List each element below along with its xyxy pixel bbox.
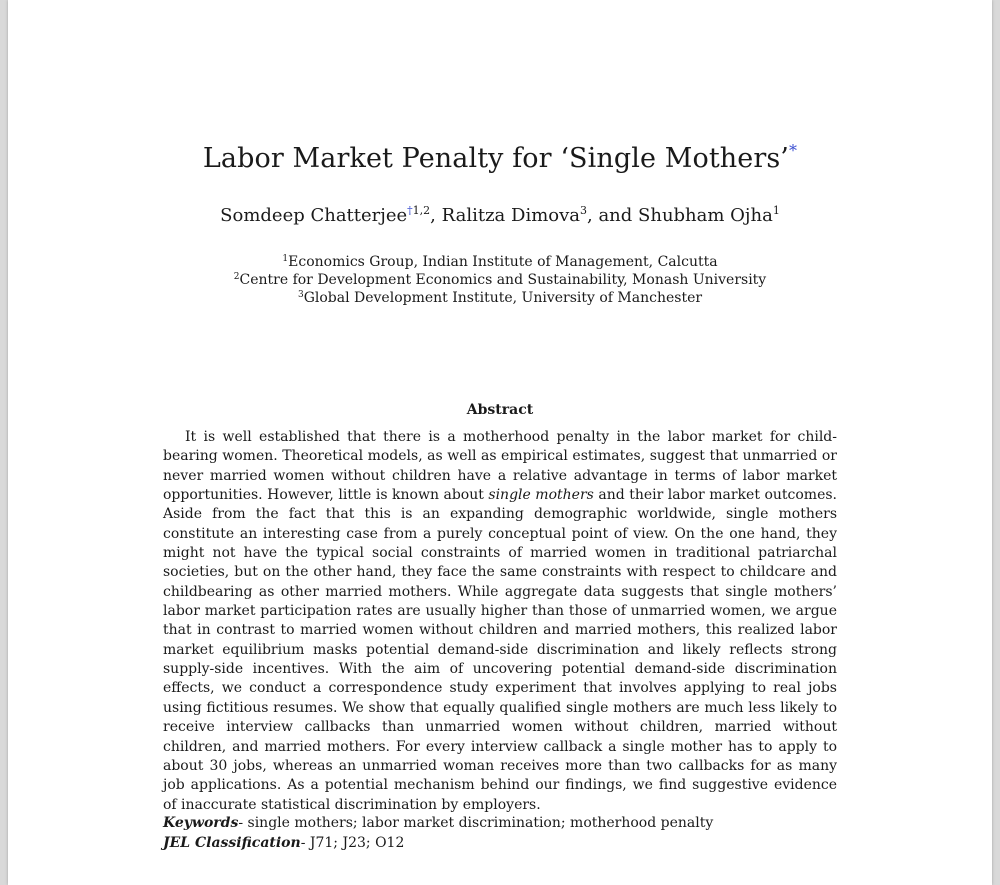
- affiliation-text: Economics Group, Indian Institute of Management, Calcutta: [288, 254, 718, 270]
- author-footnote-link[interactable]: †: [407, 204, 413, 217]
- affiliation-item: [8, 253, 992, 271]
- jel-label: JEL Classification: [163, 834, 301, 851]
- paper-title: [8, 141, 992, 174]
- abstract-text: and their labor market outcomes. Aside from the fact that this is an expanding demographic worldwide, single mothers constitute an interesting case from a purely conceptual point of view. On the one hand, they might not have the typical social constraints of married women in traditional patriarchal societies, but on the other hand, they face the same constraints with respect to childcare and childbearing as other married mothers. While aggregate data suggests that single mothers’ labor market participation rates are usually higher than those of unmarried women, we argue that in contrast to married women without children and married mothers, this realized labor market equilibrium masks potential demand-side discrimination and likely reflects strong supply-side incentives. With the aim of uncovering potential demand-side discrimination effects, we conduct a correspondence study experiment that involves applying to real jobs using fictitious resumes. We show that equally qualified single mothers are much less likely to receive interview callbacks than unmarried women without children, married without children, and married mothers. For every interview callback a single mother has to apply to about 30 jobs, whereas an unmarried woman receives more than two callbacks for as many job applications. As a potential mechanism behind our findings, we find suggestive evidence of inaccurate statistical discrimination by employers.: [163, 487, 837, 813]
- jel-text: - J71; J23; O12: [300, 834, 405, 851]
- author-separator: , and: [587, 205, 639, 226]
- affiliation-item: [8, 271, 992, 289]
- abstract-emphasis: single mothers: [488, 487, 594, 504]
- abstract-heading: Abstract: [466, 402, 534, 418]
- affiliation-number: 3: [297, 290, 304, 300]
- author-affiliation-sup: 1: [772, 204, 780, 217]
- author-list: [8, 205, 992, 226]
- affiliation-list: [8, 253, 992, 307]
- keywords-text: - single mothers; labor market discrimination; motherhood penalty: [238, 815, 714, 831]
- keywords-label: Keywords: [163, 815, 239, 831]
- author-name: Shubham Ojha: [638, 205, 773, 226]
- title-footnote-mark[interactable]: *: [789, 141, 798, 160]
- author-name: Somdeep Chatterjee: [220, 205, 408, 226]
- author-name: Ralitza Dimova: [441, 205, 580, 226]
- affiliation-text: Centre for Development Economics and Sustainability, Monash University: [239, 272, 767, 288]
- affiliation-item: [8, 289, 992, 307]
- author-affiliation-sup: 3: [580, 204, 587, 217]
- abstract-body: [163, 428, 837, 815]
- keywords-block: [163, 814, 837, 853]
- title-text: Labor Market Penalty for ‘Single Mothers’: [202, 143, 789, 174]
- author-affiliation-sup: 1,2: [412, 204, 431, 217]
- abstract-text: It is well established that there is a motherhood penalty in the labor market for child-bearing women. Theoretical models, as well as empirical estimates, suggest that unmarried or never married women without children have a relative advantage in terms of labor market opportunities. However, little is known about: [163, 429, 837, 504]
- keywords-line: [163, 814, 837, 834]
- affiliation-text: Global Development Institute, University of Manchester: [303, 290, 703, 306]
- affiliation-number: 2: [233, 272, 240, 282]
- author-separator: ,: [430, 205, 442, 226]
- jel-line: [163, 834, 837, 854]
- paper-page: [8, 0, 992, 885]
- affiliation-number: 1: [282, 254, 289, 264]
